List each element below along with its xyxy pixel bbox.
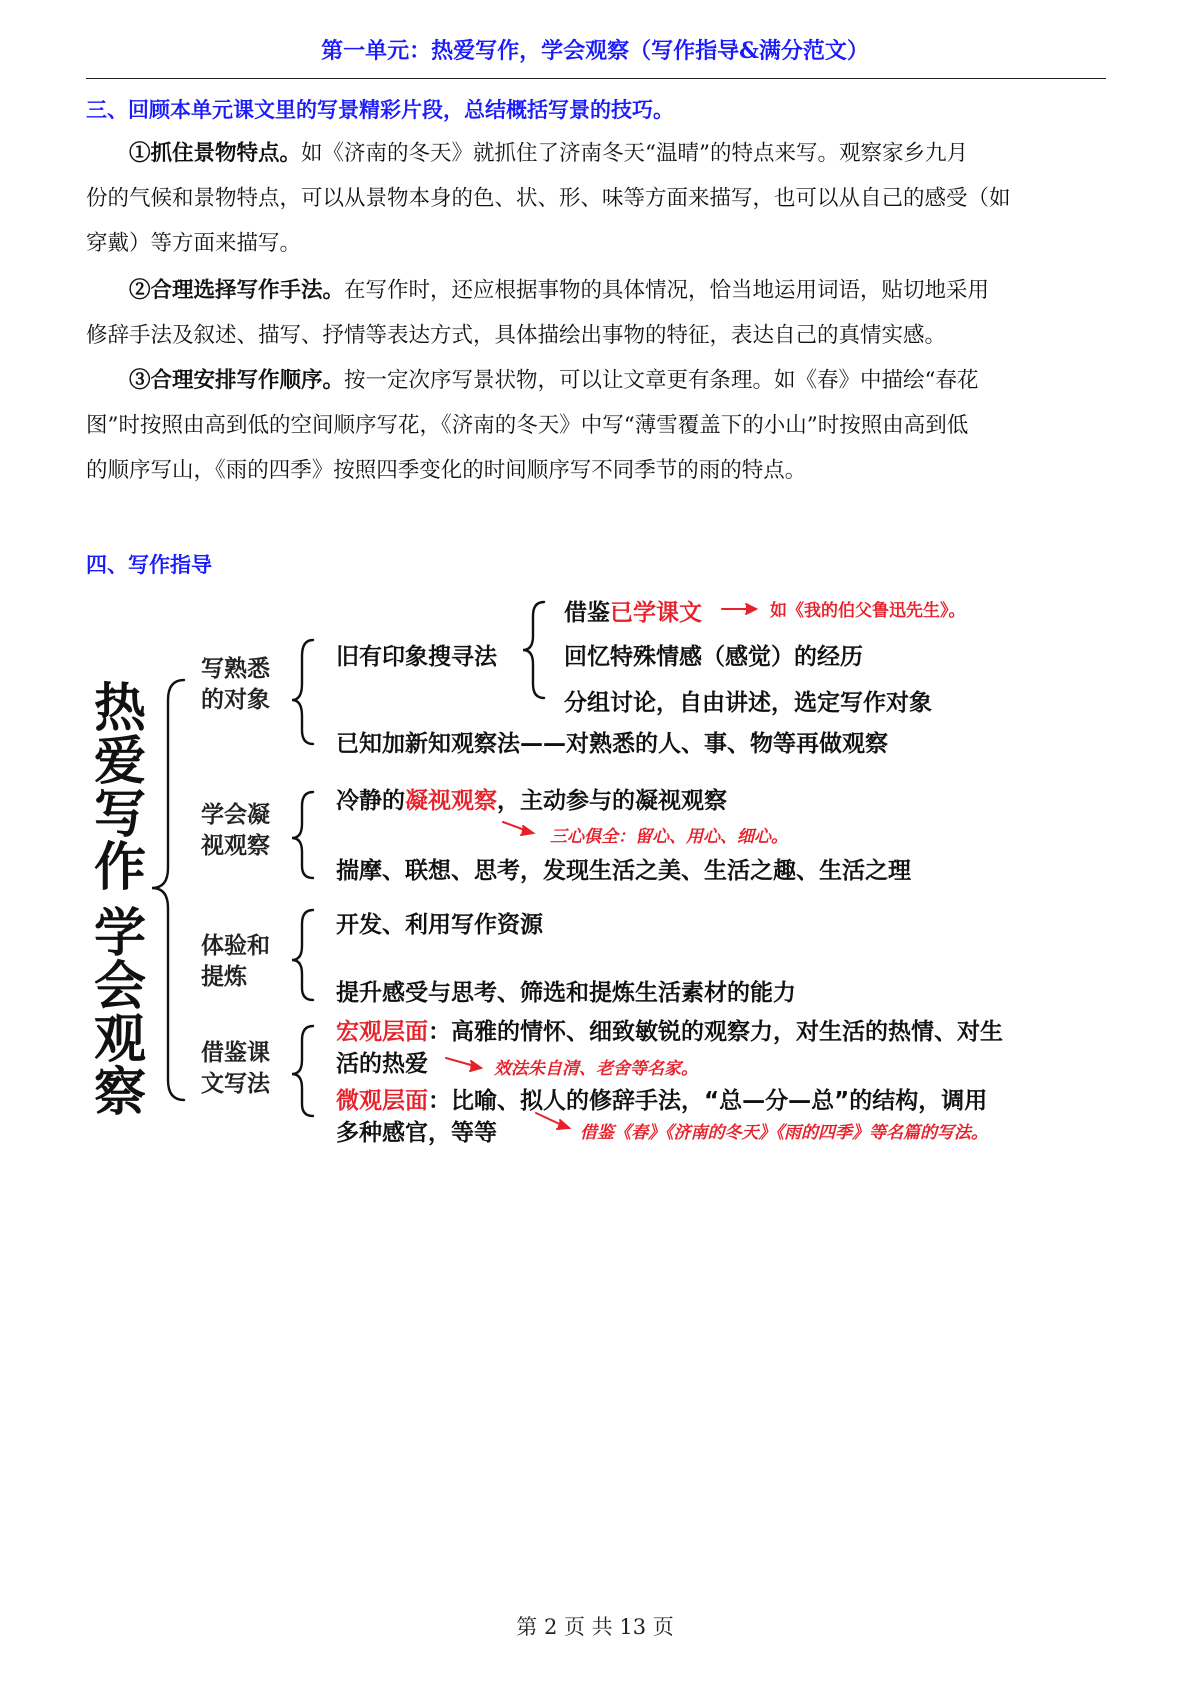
mindmap-root-top <box>92 679 148 899</box>
branch-3-item-1: 开发、利用写作资源 <box>336 912 543 938</box>
branch-4-item-2 <box>336 1082 987 1115</box>
paragraph-2-line-1: 在写作时，还应根据事物的具体情况，恰当地运用词语，贴切地采用 <box>344 278 990 303</box>
item-text: ：比喻、拟人的修辞手法，“总—分—总”的结构，调用 <box>428 1088 988 1114</box>
document-header-title: 第一单元：热爱写作，学会观察（写作指导&满分范文） <box>321 38 869 64</box>
branch-4-label-line-2: 文写法 <box>201 1071 270 1097</box>
root-char: 作 <box>93 838 146 899</box>
root-char: 写 <box>93 785 146 846</box>
root-char: 爱 <box>93 732 146 793</box>
item-text: ：高雅的情怀、细致敏锐的观察力，对生活的热情、对生 <box>428 1019 1003 1045</box>
root-char: 学 <box>93 904 146 964</box>
section-4-heading: 四、写作指导 <box>86 552 212 577</box>
item-text: 冷静的 <box>336 788 405 814</box>
branch-3-label-line-2: 提炼 <box>201 964 247 990</box>
root-char: 热 <box>93 679 146 739</box>
branch-1-label-line-2: 的对象 <box>201 687 270 713</box>
branch-3-brace <box>292 910 313 1000</box>
branch-1-label-line-1: 写熟悉 <box>201 656 270 682</box>
paragraph-2-lead: ②合理选择写作手法。 <box>129 278 345 303</box>
branch-4-note-2: 借鉴《春》《济南的冬天》《雨的四季》等名篇的写法。 <box>580 1123 988 1143</box>
item-highlight: 宏观层面 <box>336 1019 428 1045</box>
branch-1-item-2: 回忆特殊情感（感觉）的经历 <box>564 644 863 670</box>
root-char: 会 <box>93 957 146 1018</box>
branch-3-label-line-1: 体验和 <box>201 933 270 959</box>
item-text: ，主动参与的凝视观察 <box>497 788 727 814</box>
sub1-brace <box>523 602 544 698</box>
branch-2-label-line-1: 学会凝 <box>201 802 270 828</box>
root-brace <box>152 680 184 1100</box>
branch-1-sub-1: 旧有印象搜寻法 <box>336 644 497 670</box>
root-char: 察 <box>93 1063 146 1124</box>
paragraph-3-line-2: 图”时按照由高到低的空间顺序写花，《济南的冬天》中写“薄雪覆盖下的小山”时按照由高到低 <box>86 413 969 438</box>
item-highlight: 已学课文 <box>610 600 702 626</box>
branch-2-item-1 <box>336 782 727 815</box>
branch-1-label <box>201 654 270 716</box>
item-highlight: 凝视观察 <box>405 788 497 814</box>
page-number: 第 2 页 共 13 页 <box>516 1615 674 1639</box>
branch-2-brace <box>292 792 313 878</box>
paragraph-1-line-3: 穿戴）等方面来描写。 <box>86 231 302 256</box>
branch-2-note: 三心俱全：留心、用心、细心。 <box>550 827 788 847</box>
section-3-heading: 三、回顾本单元课文里的写景精彩片段，总结概括写景的技巧。 <box>86 97 674 122</box>
branch-3-label <box>201 931 270 993</box>
branch-2-label <box>201 800 270 862</box>
branch-4-brace <box>292 1026 313 1116</box>
mindmap-root-bottom <box>92 904 148 1124</box>
branch-4-item-1-cont: 活的热爱 <box>336 1051 428 1077</box>
root-char: 观 <box>93 1010 146 1071</box>
branch-4-item-2-cont: 多种感官，等等 <box>336 1120 497 1146</box>
branch-1-brace <box>292 640 313 744</box>
branch-3-item-2: 提升感受与思考、筛选和提炼生活素材的能力 <box>336 980 796 1006</box>
branch-1-note: 如《我的伯父鲁迅先生》。 <box>770 601 966 621</box>
branch-4-label <box>201 1038 270 1100</box>
branch-4-item-1 <box>336 1013 1003 1046</box>
branch-2-label-line-2: 视观察 <box>201 833 270 859</box>
paragraph-3-lead: ③合理安排写作顺序。 <box>129 368 345 393</box>
branch-1-sub-2: 已知加新知观察法——对熟悉的人、事、物等再做观察 <box>336 731 888 757</box>
paragraph-3-line-3: 的顺序写山，《雨的四季》按照四季变化的时间顺序写不同季节的雨的特点。 <box>86 458 807 483</box>
paragraph-1-lead: ①抓住景物特点。 <box>129 141 302 166</box>
paragraph-1-line-2: 份的气候和景物特点，可以从景物本身的色、状、形、味等方面来描写，也可以从自己的感受（如 <box>86 186 1011 211</box>
paragraph-3-line-1: 按一定次序写景状物，可以让文章更有条理。如《春》中描绘“春花 <box>344 368 979 393</box>
branch-4-label-line-1: 借鉴课 <box>201 1040 270 1066</box>
branch-1-item-3: 分组讨论，自由讲述，选定写作对象 <box>564 690 932 716</box>
paragraph-2-line-2: 修辞手法及叙述、描写、抒情等表达方式，具体描绘出事物的特征，表达自己的真情实感。 <box>86 323 947 348</box>
branch-4-note-1: 效法朱自清、老舍等名家。 <box>494 1059 698 1079</box>
item-text: 借鉴 <box>564 600 610 626</box>
branch-2-item-2: 揣摩、联想、思考，发现生活之美、生活之趣、生活之理 <box>336 858 911 884</box>
paragraph-1-line-1: 如《济南的冬天》就抓住了济南冬天“温晴”的特点来写。观察家乡九月 <box>301 141 969 166</box>
item-highlight: 微观层面 <box>336 1088 428 1114</box>
branch-1-item-1 <box>564 594 702 627</box>
